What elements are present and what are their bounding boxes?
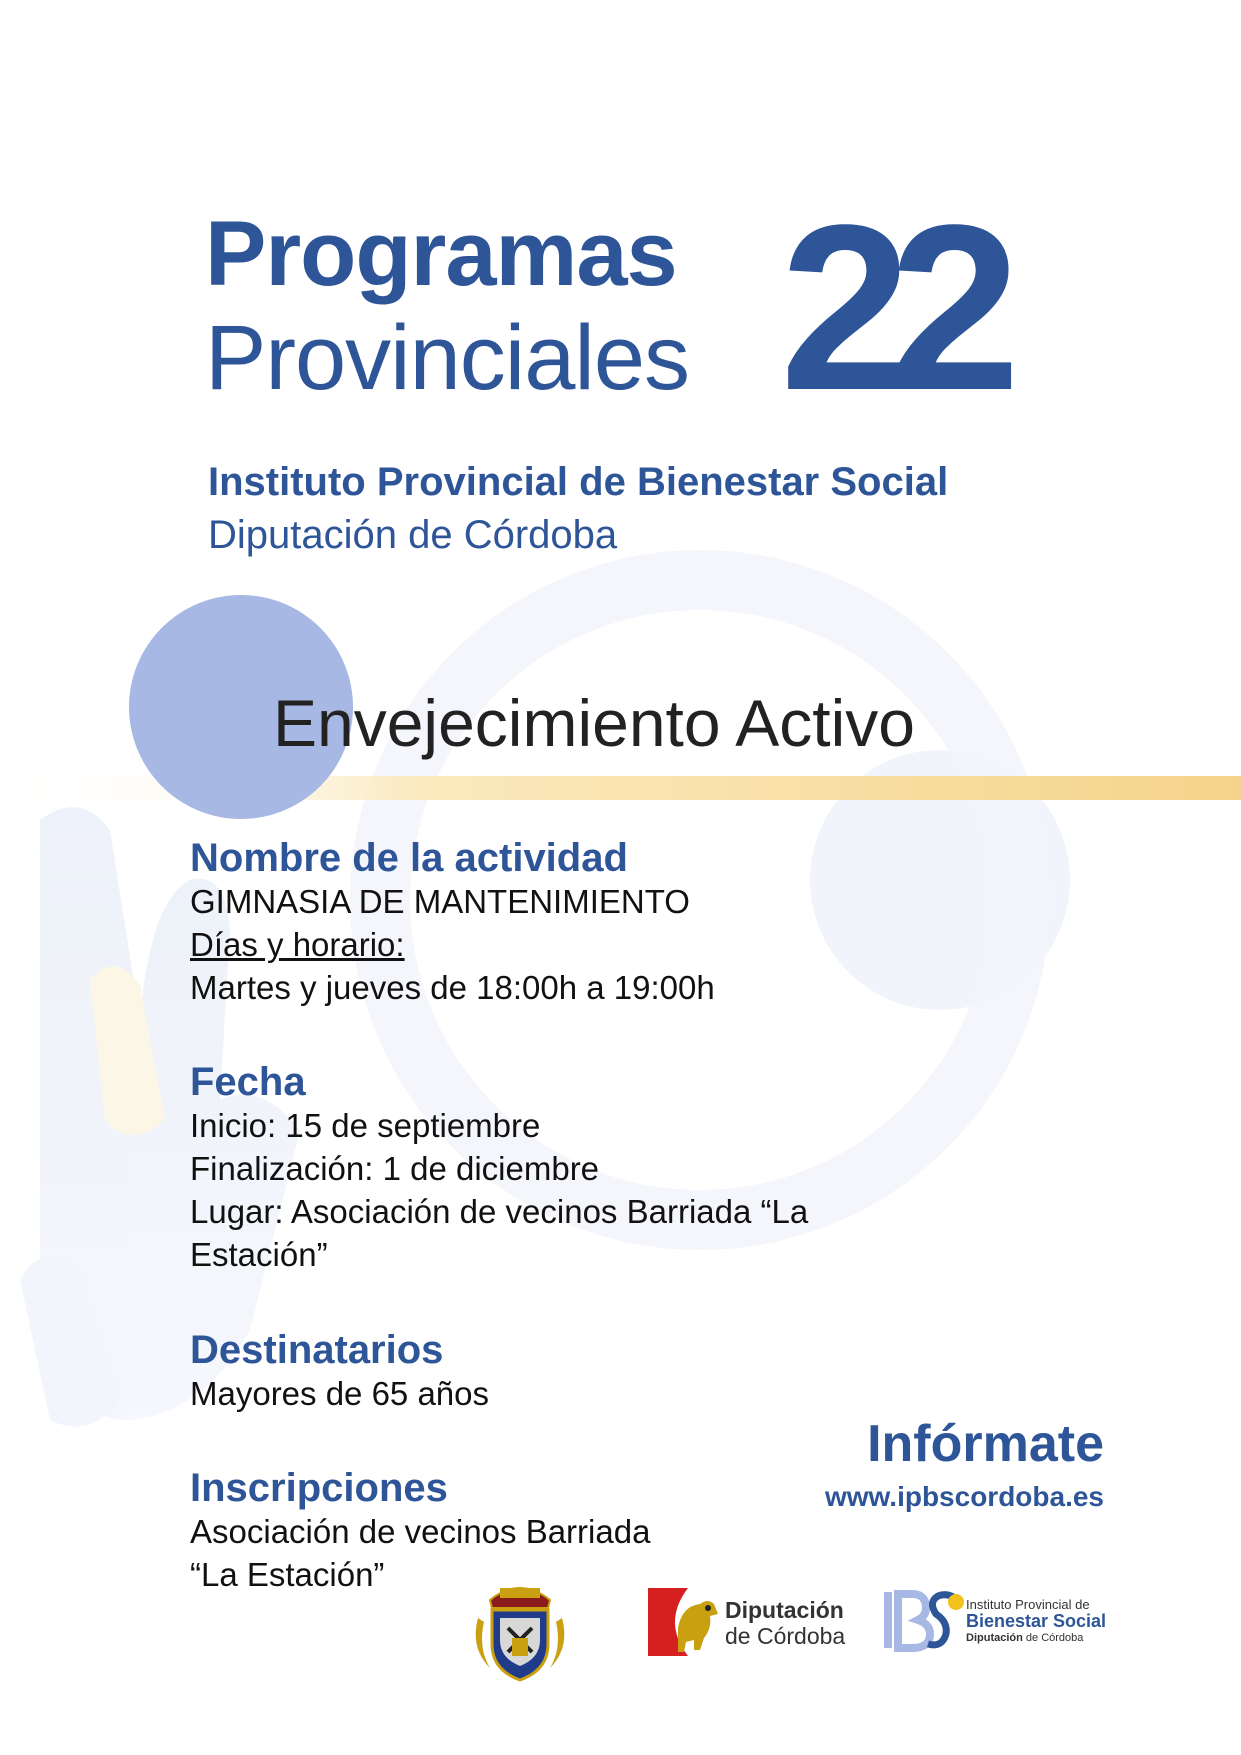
date-heading: Fecha	[190, 1060, 306, 1104]
ipbs-logo-line3-rest: de Córdoba	[1022, 1632, 1084, 1644]
recipients-section	[190, 1328, 489, 1415]
date-start: Inicio: 15 de septiembre	[190, 1107, 541, 1144]
schedule-text: Martes y jueves de 18:00h a 19:00h	[190, 969, 715, 1006]
diputacion-logo-line1: Diputación	[725, 1597, 844, 1623]
diputacion-logo-line2: de Córdoba	[725, 1623, 846, 1649]
recipients-text: Mayores de 65 años	[190, 1375, 490, 1412]
registration-heading: Inscripciones	[190, 1466, 448, 1510]
date-end: Finalización: 1 de diciembre	[190, 1150, 600, 1187]
title-year: 22	[780, 176, 999, 440]
activity-name: GIMNASIA DE MANTENIMIENTO	[190, 883, 690, 920]
date-section	[190, 1060, 808, 1276]
place-line1: Lugar: Asociación de vecinos Barriada “La	[190, 1193, 809, 1230]
ipbs-logo-line1: Instituto Provincial de	[966, 1597, 1090, 1612]
institute-subtitle: Diputación de Córdoba	[208, 513, 618, 557]
ipbs-logo-line3	[966, 1633, 1083, 1644]
recipients-heading: Destinatarios	[190, 1328, 444, 1372]
ipbs-logo-line3-bold: Diputación	[966, 1632, 1023, 1644]
coat-of-arms-icon	[470, 1578, 570, 1686]
registration-section	[190, 1466, 650, 1596]
registration-line2: “La Estación”	[190, 1556, 385, 1593]
registration-line1: Asociación de vecinos Barriada	[190, 1513, 651, 1550]
ipbs-logo-icon	[882, 1586, 964, 1652]
title-provinciales: Provinciales	[205, 307, 689, 409]
ipbs-logo-line2: Bienestar Social	[966, 1611, 1107, 1631]
institute-name: Instituto Provincial de Bienestar Social	[208, 460, 949, 504]
program-title: Envejecimiento Activo	[273, 686, 915, 760]
activity-heading: Nombre de la actividad	[190, 836, 628, 880]
info-url[interactable]: www.ipbscordoba.es	[824, 1481, 1104, 1512]
place-line2: Estación”	[190, 1236, 328, 1273]
info-title: Infórmate	[867, 1415, 1104, 1473]
diputacion-logo-icon	[648, 1588, 722, 1656]
schedule-label: Días y horario:	[190, 926, 405, 963]
activity-section	[190, 836, 715, 1009]
title-programas: Programas	[205, 203, 677, 305]
